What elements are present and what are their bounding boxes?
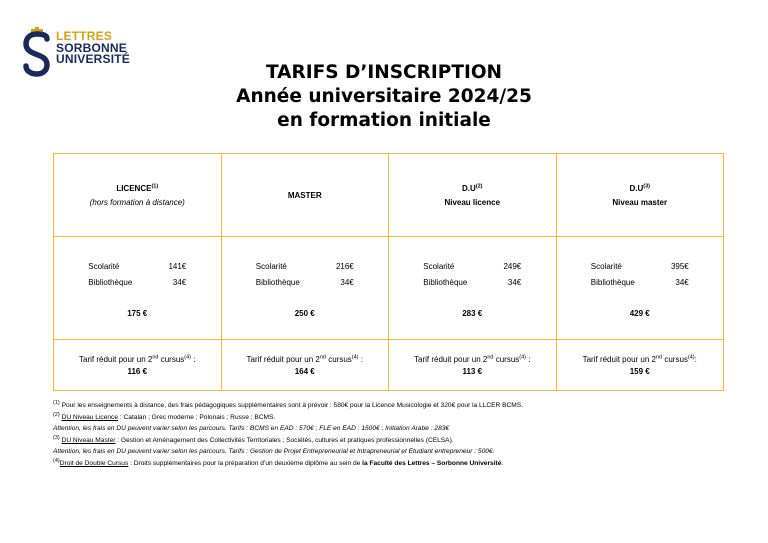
page-title bbox=[0, 61, 768, 133]
footnote-1: $^{(1)}$ Pour les enseignements à distance, des frais pédagogiques supplémentaires sont à prévoir : 580€ pour la Licence Musicologie et 320€ pour la LLCER BCMS. bbox=[53, 399, 524, 409]
header-cell-du-master: $D.U^{(3)}$ Niveau master bbox=[556, 154, 724, 237]
footnote-2-detail: Attention, les frais en DU peuvent varier selon les parcours. Tarifs : BCMS en EAD : 570€ ; FLE en EAD : 1500€ ; Initiation Arabe : 283€ bbox=[53, 425, 450, 433]
price-cell-master: Scolarité 216€ Bibliothèque 34€ 250 € bbox=[221, 237, 389, 340]
footnote-2: $^{(2)}$ DU Niveau Licence : Catalan ; Grec moderne ; Polonais ; Russe ; BCMS. bbox=[53, 411, 276, 421]
title-line-2: Année universitaire 2024/25 bbox=[236, 86, 532, 107]
header-cell-du-licence: $D.U^{(2)}$ Niveau licence bbox=[389, 154, 557, 237]
reduced-licence: 116 € bbox=[127, 366, 148, 376]
footnote-3: $^{(3)}$ DU Niveau Master : Gestion et Aménagement des Collectivités Territoriales ; Sociétés, cultures et pratiques professionnelles (CELSA). bbox=[53, 434, 454, 444]
reduced-cell-licence: Tarif réduit pour un 2nd cursus$^{(4)}$ : 116 € bbox=[54, 340, 222, 391]
logo-line-sorbonne: SORBONNE bbox=[56, 40, 127, 55]
reduced-cell-master: Tarif réduit pour un 2nd cursus$^{(4)}$ : 164 € bbox=[221, 340, 389, 391]
footnotes bbox=[53, 400, 743, 470]
header-sub-du-master: Niveau master bbox=[612, 197, 668, 207]
footnote-3-detail: Attention, les frais en DU peuvent varier selon les parcours. Tarifs : Gestion de Projet Entrepreneurial et Intrapreneurial et Etudiant entrepreneur : 500€. bbox=[53, 448, 495, 456]
table-reduced-row bbox=[54, 340, 724, 391]
total-du-licence: 283 € bbox=[462, 308, 483, 318]
tarifs-table bbox=[53, 153, 724, 391]
footnote-4: $^{(4)}$Droit de Double Cursus : Droits supplémentaires pour la préparation d’un deuxième diplôme au sein de la Faculté des Lettres – Sorbonne Université. bbox=[53, 457, 504, 467]
total-licence: 175 € bbox=[127, 308, 148, 318]
title-line-3: en formation initiale bbox=[277, 110, 491, 131]
price-cell-du-master: Scolarité 395€ Bibliothèque 34€ 429 € bbox=[556, 237, 724, 340]
reduced-cell-du-master: Tarif réduit pour un 2nd cursus$^{(4)}$: 159 € bbox=[556, 340, 724, 391]
header-sub-licence: (hors formation à distance) bbox=[89, 197, 185, 207]
price-cell-licence: Scolarité 141€ Bibliothèque 34€ 175 € bbox=[54, 237, 222, 340]
title-line-1: TARIFS D’INSCRIPTION bbox=[265, 62, 503, 83]
logo-line-lettres: LETTRES bbox=[56, 29, 113, 43]
table-price-row bbox=[54, 237, 724, 340]
reduced-du-licence: 113 € bbox=[462, 366, 483, 376]
reduced-master: 164 € bbox=[294, 366, 315, 376]
header-cell-master: MASTER bbox=[221, 154, 389, 237]
header-sub-du-licence: Niveau licence bbox=[444, 197, 501, 207]
reduced-cell-du-licence: Tarif réduit pour un 2nd cursus$^{(4)}$ : 113 € bbox=[389, 340, 557, 391]
logo-line-universite: UNIVERSITÉ bbox=[56, 52, 131, 66]
total-master: 250 € bbox=[294, 308, 315, 318]
header-cell-licence: LICENCE$^{(1)}$ (hors formation à distance) bbox=[54, 154, 222, 237]
table-header-row bbox=[54, 154, 724, 237]
price-cell-du-licence: Scolarité 249€ Bibliothèque 34€ 283 € bbox=[389, 237, 557, 340]
total-du-master: 429 € bbox=[629, 308, 650, 318]
reduced-du-master: 159 € bbox=[629, 366, 650, 376]
